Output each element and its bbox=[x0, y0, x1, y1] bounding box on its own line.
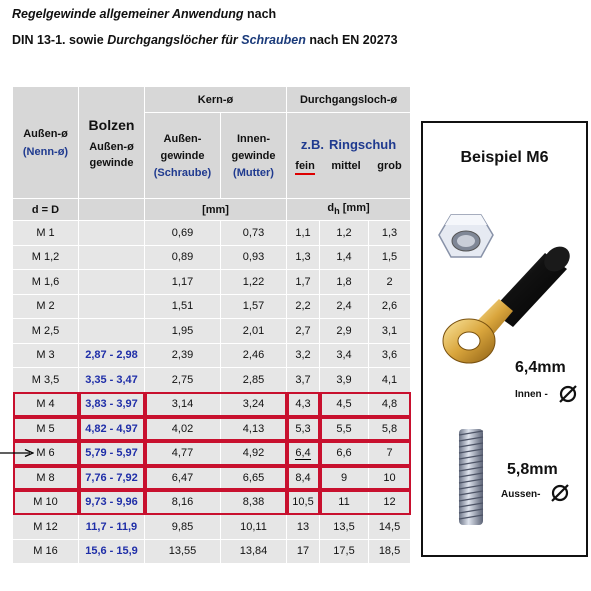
mittel-cell: 3,4 bbox=[320, 343, 369, 368]
example-panel bbox=[421, 121, 588, 557]
threaded-rod-icon bbox=[453, 427, 489, 527]
kern-innen-cell: 2,46 bbox=[221, 343, 287, 368]
size-cell: M 4 bbox=[13, 392, 79, 417]
ring-label: Innen - bbox=[515, 389, 548, 400]
dh-d: d bbox=[327, 202, 335, 215]
kern-innen-cell: 4,13 bbox=[221, 417, 287, 442]
fein-cell: 1,1 bbox=[287, 221, 320, 246]
heading-italic: Regelgewinde allgemeiner Anwendung bbox=[12, 7, 244, 21]
kern-aussen-cell: 2,75 bbox=[145, 368, 221, 393]
heading-line-1 bbox=[12, 7, 276, 21]
kern-aussen-cell: 4,02 bbox=[145, 417, 221, 442]
bolzen-cell: 4,82 - 4,97 bbox=[79, 417, 145, 442]
table-row bbox=[13, 515, 411, 540]
grob-cell: 4,1 bbox=[369, 368, 411, 393]
grob-cell: 1,5 bbox=[369, 245, 411, 270]
kern-innen-cell: 6,65 bbox=[221, 466, 287, 491]
highlight-underline: 6,4 bbox=[295, 447, 311, 460]
grob-cell: 10 bbox=[369, 466, 411, 491]
grob-cell: 3,6 bbox=[369, 343, 411, 368]
kern-innen-cell: 10,11 bbox=[221, 515, 287, 540]
table-row bbox=[13, 343, 411, 368]
fein-cell: 3,7 bbox=[287, 368, 320, 393]
size-cell: M 3,5 bbox=[13, 368, 79, 393]
fein-cell: 4,3 bbox=[287, 392, 320, 417]
grob-label: grob bbox=[377, 159, 402, 172]
kern-innen-cell: 4,92 bbox=[221, 441, 287, 466]
heading-en: nach EN 20273 bbox=[305, 33, 398, 47]
ring-terminal-icon bbox=[433, 219, 583, 369]
fein-cell: 2,7 bbox=[287, 319, 320, 344]
mittel-cell: 9 bbox=[320, 466, 369, 491]
grob-cell: 3,1 bbox=[369, 319, 411, 344]
col-bolzen-header bbox=[79, 87, 145, 199]
fein-cell: 13 bbox=[287, 515, 320, 540]
heading-schrauben: Schrauben bbox=[241, 33, 306, 47]
table-row bbox=[13, 368, 411, 393]
mittel-cell: 3,9 bbox=[320, 368, 369, 393]
heading-durchgang: Durchgangslöcher für bbox=[107, 33, 242, 47]
bolzen-cell bbox=[79, 245, 145, 270]
diameter-icon bbox=[557, 383, 579, 405]
grob-cell: 14,5 bbox=[369, 515, 411, 540]
fein-cell: 8,4 bbox=[287, 466, 320, 491]
kern-innen-cell: 13,84 bbox=[221, 539, 287, 564]
fein-cell: 17 bbox=[287, 539, 320, 564]
kern-innen-3: (Mutter) bbox=[233, 166, 274, 179]
grob-cell: 2,6 bbox=[369, 294, 411, 319]
thread-table bbox=[12, 86, 411, 564]
fein-cell: 2,2 bbox=[287, 294, 320, 319]
dh-unit: [mm] bbox=[339, 202, 370, 215]
bolzen-cell: 5,79 - 5,97 bbox=[79, 441, 145, 466]
grob-cell: 5,8 bbox=[369, 417, 411, 442]
table-row bbox=[13, 294, 411, 319]
heading-rest: nach bbox=[243, 7, 277, 21]
fein-label: fein bbox=[295, 160, 315, 175]
kern-innen-cell: 1,57 bbox=[221, 294, 287, 319]
kern-aussen-cell: 3,14 bbox=[145, 392, 221, 417]
kern-innen-cell: 2,01 bbox=[221, 319, 287, 344]
table-row bbox=[13, 466, 411, 491]
bolzen-cell bbox=[79, 294, 145, 319]
grob-cell: 18,5 bbox=[369, 539, 411, 564]
size-cell: M 1,6 bbox=[13, 270, 79, 295]
table-row bbox=[13, 417, 411, 442]
size-cell: M 1 bbox=[13, 221, 79, 246]
bolzen-cell: 11,7 - 11,9 bbox=[79, 515, 145, 540]
example-title: Beispiel M6 bbox=[460, 149, 549, 166]
kern-aussen-cell: 1,17 bbox=[145, 270, 221, 295]
kern-innen-cell: 3,24 bbox=[221, 392, 287, 417]
col-nenn-label: (Nenn-ø) bbox=[22, 145, 69, 158]
table-row bbox=[13, 490, 411, 515]
grob-cell: 2 bbox=[369, 270, 411, 295]
bolt-value: 5,8mm bbox=[507, 461, 558, 478]
unit-mm-label: [mm] bbox=[145, 199, 287, 221]
fein-cell: 1,3 bbox=[287, 245, 320, 270]
kern-aussen-1: Außen- bbox=[163, 132, 202, 145]
mittel-cell: 1,8 bbox=[320, 270, 369, 295]
col-bolzen-sub1: Außen-ø bbox=[89, 140, 134, 153]
table-row bbox=[13, 539, 411, 564]
kern-aussen-cell: 0,89 bbox=[145, 245, 221, 270]
col-aussen-header bbox=[13, 87, 79, 199]
mittel-label: mittel bbox=[331, 159, 361, 172]
fein-cell: 3,2 bbox=[287, 343, 320, 368]
col-aussen-label: Außen-ø bbox=[23, 127, 68, 140]
mittel-cell: 2,9 bbox=[320, 319, 369, 344]
table-row bbox=[13, 441, 411, 466]
kern-aussen-cell: 13,55 bbox=[145, 539, 221, 564]
mittel-cell: 17,5 bbox=[320, 539, 369, 564]
mittel-cell: 5,5 bbox=[320, 417, 369, 442]
kern-innen-cell: 0,93 bbox=[221, 245, 287, 270]
kern-aussen-cell: 6,47 bbox=[145, 466, 221, 491]
grob-cell: 4,8 bbox=[369, 392, 411, 417]
kern-innen-1: Innen- bbox=[237, 132, 270, 145]
table-row bbox=[13, 221, 411, 246]
bolzen-cell bbox=[79, 319, 145, 344]
table-row bbox=[13, 319, 411, 344]
size-cell: M 3 bbox=[13, 343, 79, 368]
table-row bbox=[13, 270, 411, 295]
kern-aussen-cell: 2,39 bbox=[145, 343, 221, 368]
mittel-cell: 11 bbox=[320, 490, 369, 515]
kern-aussen-cell: 8,16 bbox=[145, 490, 221, 515]
mittel-cell: 13,5 bbox=[320, 515, 369, 540]
size-cell: M 6 bbox=[13, 441, 79, 466]
heading-din: DIN 13-1. sowie bbox=[12, 33, 108, 47]
arrow-icon bbox=[0, 449, 34, 457]
diameter-icon bbox=[549, 482, 571, 504]
kern-innen-cell: 2,85 bbox=[221, 368, 287, 393]
mittel-cell: 1,2 bbox=[320, 221, 369, 246]
kern-aussen-cell: 1,95 bbox=[145, 319, 221, 344]
kern-aussen-cell: 9,85 bbox=[145, 515, 221, 540]
fein-cell: 10,5 bbox=[287, 490, 320, 515]
zb-label: z.B. bbox=[300, 136, 324, 152]
empty-cell bbox=[79, 199, 145, 221]
bolzen-cell bbox=[79, 270, 145, 295]
kern-aussen-cell: 1,51 bbox=[145, 294, 221, 319]
bolzen-cell bbox=[79, 221, 145, 246]
size-cell: M 12 bbox=[13, 515, 79, 540]
table-row bbox=[13, 245, 411, 270]
kern-innen-cell: 0,73 bbox=[221, 221, 287, 246]
mittel-cell: 2,4 bbox=[320, 294, 369, 319]
mittel-cell: 6,6 bbox=[320, 441, 369, 466]
table-row bbox=[13, 392, 411, 417]
size-cell: M 2 bbox=[13, 294, 79, 319]
grob-cell: 12 bbox=[369, 490, 411, 515]
kern-aussen-cell: 0,69 bbox=[145, 221, 221, 246]
heading-line-2 bbox=[12, 33, 398, 47]
dh-label bbox=[287, 199, 411, 221]
table-body bbox=[13, 221, 411, 564]
col-kern-aussen bbox=[145, 113, 221, 199]
fein-cell: 5,3 bbox=[287, 417, 320, 442]
bolzen-cell: 3,35 - 3,47 bbox=[79, 368, 145, 393]
col-durch-sub bbox=[287, 113, 411, 199]
size-cell: M 16 bbox=[13, 539, 79, 564]
fein-cell bbox=[287, 441, 320, 466]
kern-innen-2: gewinde bbox=[231, 149, 276, 162]
bolt-label: Aussen- bbox=[501, 489, 541, 500]
size-cell: M 2,5 bbox=[13, 319, 79, 344]
dh-h: h bbox=[334, 206, 340, 217]
group-kern: Kern-ø bbox=[145, 87, 287, 113]
kern-innen-cell: 8,38 bbox=[221, 490, 287, 515]
ringschuh-label: Ringschuh bbox=[329, 136, 397, 152]
kern-innen-cell: 1,22 bbox=[221, 270, 287, 295]
size-cell: M 5 bbox=[13, 417, 79, 442]
ring-value: 6,4mm bbox=[515, 359, 566, 376]
grob-cell: 7 bbox=[369, 441, 411, 466]
col-kern-innen bbox=[221, 113, 287, 199]
bolzen-cell: 3,83 - 3,97 bbox=[79, 392, 145, 417]
size-cell: M 1,2 bbox=[13, 245, 79, 270]
kern-aussen-cell: 4,77 bbox=[145, 441, 221, 466]
fein-cell: 1,7 bbox=[287, 270, 320, 295]
group-durch: Durchgangsloch-ø bbox=[287, 87, 411, 113]
bolzen-cell: 9,73 - 9,96 bbox=[79, 490, 145, 515]
bolzen-cell: 15,6 - 15,9 bbox=[79, 539, 145, 564]
mittel-cell: 4,5 bbox=[320, 392, 369, 417]
kern-aussen-3: (Schraube) bbox=[153, 166, 212, 179]
mittel-cell: 1,4 bbox=[320, 245, 369, 270]
d-eq-label: d = D bbox=[13, 199, 79, 221]
bolzen-cell: 7,76 - 7,92 bbox=[79, 466, 145, 491]
bolzen-cell: 2,87 - 2,98 bbox=[79, 343, 145, 368]
grob-cell: 1,3 bbox=[369, 221, 411, 246]
kern-aussen-2: gewinde bbox=[160, 149, 205, 162]
col-bolzen-sub2: gewinde bbox=[89, 156, 134, 169]
size-cell: M 8 bbox=[13, 466, 79, 491]
size-cell: M 10 bbox=[13, 490, 79, 515]
col-bolzen-label: Bolzen bbox=[88, 116, 135, 133]
